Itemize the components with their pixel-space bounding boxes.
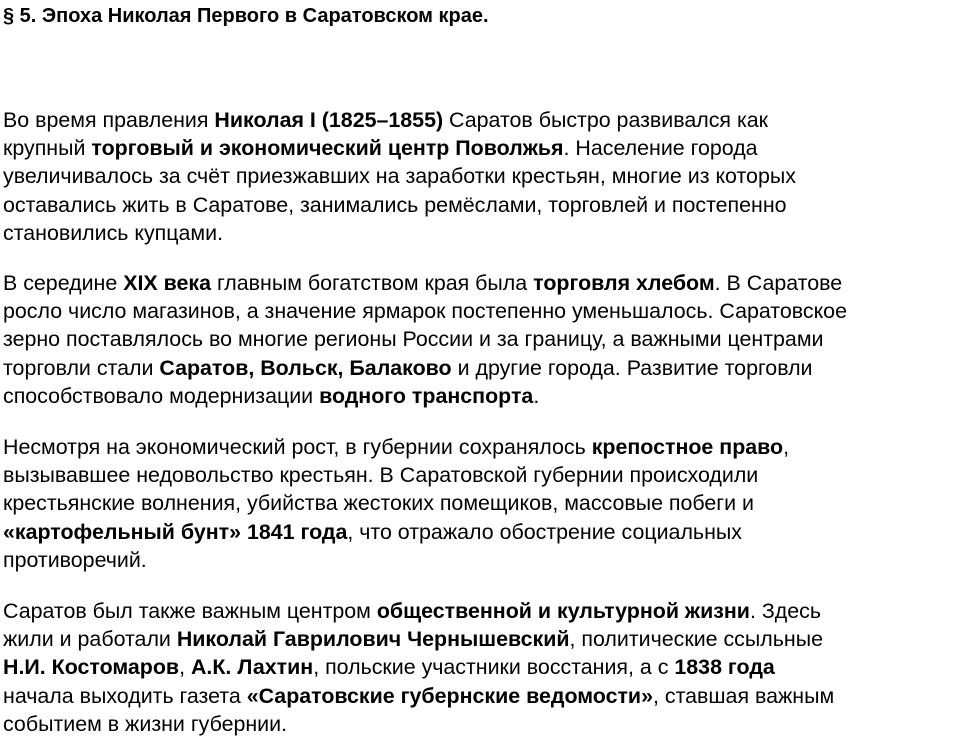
text-segment: начала выходить газета	[3, 683, 247, 708]
text-segment: зерно поставлялось во многие регионы России и за границу, а важными центрами	[3, 327, 824, 352]
text-segment: , ставшая важным	[652, 683, 835, 708]
bold-text: водного транспорта	[319, 383, 534, 408]
bold-text: Саратов, Вольск, Балаково	[159, 355, 452, 380]
bold-text: Н.И. Костомаров	[3, 655, 180, 680]
text-segment: торговли стали	[3, 355, 160, 380]
paragraph-2	[3, 269, 965, 410]
text-segment: Несмотря на экономический рост, в губернии сохранялось	[3, 435, 592, 459]
bold-text: крепостное право	[591, 435, 784, 459]
text-segment: крестьянские волнения, убийства жестоких помещиков, массовые побеги и	[3, 491, 754, 516]
text-line	[3, 162, 965, 190]
text-line	[3, 134, 965, 162]
text-segment: , польские участники восстания, а с	[313, 655, 675, 680]
text-line	[3, 382, 965, 410]
text-line	[3, 682, 965, 710]
text-line	[3, 489, 965, 517]
text-line	[3, 433, 965, 461]
paragraph-3	[3, 433, 965, 574]
text-segment: жили и работали	[3, 627, 177, 652]
text-segment: . В Саратове	[714, 271, 843, 295]
text-segment: . Здесь	[749, 599, 821, 623]
bold-text: Николая I (1825–1855)	[214, 108, 444, 132]
text-segment: становились купцами.	[3, 220, 224, 245]
bold-text: А.К. Лахтин	[190, 655, 314, 680]
text-segment: вызывавшее недовольство крестьян. В Саратовской губернии происходили	[3, 463, 759, 488]
text-line	[3, 518, 965, 546]
text-line	[3, 297, 965, 325]
bold-text: «Саратовские губернские ведомости»	[246, 683, 653, 708]
text-segment: Саратов быстро развивался как	[443, 108, 769, 132]
text-segment: , политические ссыльные	[569, 627, 823, 652]
bold-text: 1838 года	[674, 655, 775, 680]
text-line	[3, 546, 965, 574]
text-segment: оставались жить в Саратове, занимались ремёслами, торговлей и постепенно	[3, 192, 787, 217]
text-segment: главным богатством края была	[211, 271, 534, 295]
bold-text: «картофельный бунт» 1841 года	[3, 519, 348, 544]
text-line	[3, 710, 965, 738]
section-title: § 5. Эпоха Николая Первого в Саратовском крае.	[3, 5, 489, 27]
text-segment: противоречий.	[3, 547, 147, 572]
text-line	[3, 219, 965, 247]
text-segment: событием в жизни губернии.	[3, 711, 288, 736]
text-segment: , что отражало обострение социальных	[347, 519, 742, 544]
text-line	[3, 106, 965, 134]
bold-text: торговый и экономический центр Поволжья	[91, 136, 564, 161]
text-line	[3, 653, 965, 681]
text-line	[3, 191, 965, 219]
text-segment: крупный	[3, 136, 92, 161]
text-line	[3, 269, 965, 297]
text-segment: ,	[179, 655, 191, 680]
text-segment: и другие города. Развитие торговли	[451, 355, 813, 380]
bold-text: Николай Гаврилович Чернышевский	[176, 627, 570, 652]
text-segment: увеличивалось за счёт приезжавших на заработки крестьян, многие из которых	[3, 164, 796, 189]
text-segment: . Население города	[563, 136, 758, 161]
bold-text: общественной и культурной жизни	[376, 599, 750, 623]
paragraph-1	[3, 106, 965, 247]
text-line	[3, 597, 965, 625]
bold-text: торговля хлебом	[533, 271, 715, 295]
text-segment: Саратов был также важным центром	[3, 599, 377, 623]
bold-text: XIX века	[123, 271, 212, 295]
paragraph-4	[3, 597, 965, 738]
text-line	[3, 461, 965, 489]
text-segment: В середине	[3, 271, 124, 295]
text-line	[3, 325, 965, 353]
text-segment: .	[533, 383, 540, 408]
text-segment: Во время правления	[3, 108, 215, 132]
text-segment: способствовало модернизации	[3, 383, 320, 408]
text-line	[3, 625, 965, 653]
text-segment: ,	[783, 435, 790, 459]
text-segment: росло число магазинов, а значение ярмарок постепенно уменьшалось. Саратовское	[3, 299, 847, 324]
text-line	[3, 354, 965, 382]
